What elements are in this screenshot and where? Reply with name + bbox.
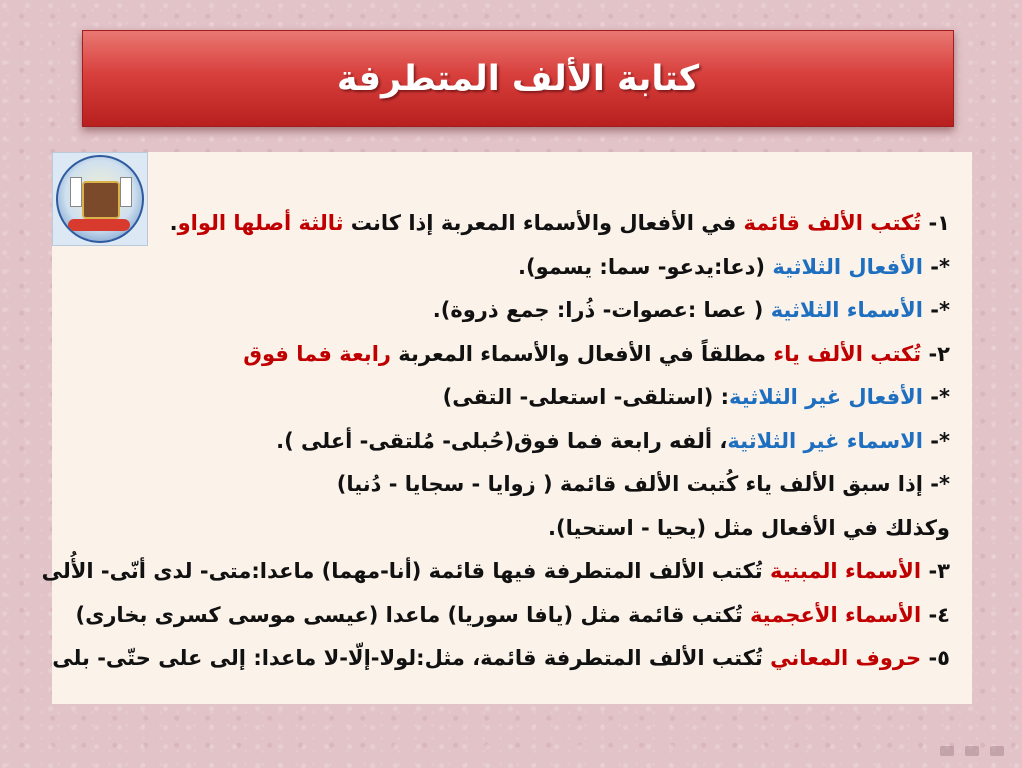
rule-text-segment: الأفعال غير الثلاثية [729, 385, 923, 409]
rule-text-segment: ، ألفه رابعة فما فوق(حُبلى- مُلتقى- أعلى ). [276, 428, 728, 453]
rule-text-segment: *- [922, 254, 950, 279]
rule-line [70, 333, 950, 377]
prev-slide-icon [940, 746, 954, 756]
rule-line [70, 246, 950, 290]
rule-text-segment: تُكتب الألف قائمة [743, 211, 922, 235]
slide-nav-icons [940, 744, 1004, 758]
rule-text-segment: في الأفعال والأسماء المعربة إذا كانت [343, 211, 744, 235]
title-banner [82, 30, 954, 127]
rule-line [52, 637, 950, 681]
menu-icon [965, 746, 979, 756]
rule-text-segment: (دعا:يدعو- سما: يسمو). [518, 254, 773, 279]
rule-line [70, 594, 950, 638]
rules-list [41, 202, 950, 681]
rule-text-segment: ٢- [921, 341, 950, 366]
next-slide-icon [990, 746, 1004, 756]
rule-text-segment: الأسماء الأعجمية [749, 602, 922, 627]
rule-text-segment: ( عصا :عصوات- ذُرا: جمع ذروة). [432, 298, 771, 322]
rule-line [70, 376, 950, 420]
rule-text-segment: ٤- [921, 602, 950, 627]
rule-line [70, 463, 950, 507]
rule-text-segment: تُكتب الألف المتطرفة فيها قائمة (أنا-مهما) ماعدا:متى- لدى أنّى- الأُلى [41, 559, 771, 583]
rule-line [41, 550, 950, 594]
rule-text-segment: تُكتب قائمة مثل (يافا سوريا) ماعدا (عيسى موسى كسرى بخارى) [75, 602, 750, 627]
rule-text-segment: تُكتب الألف المتطرفة قائمة، مثل:لولا-إلّا-لا ماعدا: إلى على حتّى- بلى [52, 646, 771, 670]
rule-text-segment: ٣- [921, 559, 950, 583]
rule-text-segment: *- إذا سبق الألف ياء كُتبت الألف قائمة ( زوايا - سجايا - دُنيا) [336, 472, 950, 496]
rule-text-segment: ٥- [921, 646, 950, 670]
rule-text-segment: . [169, 211, 178, 235]
rule-text-segment: رابعة فما فوق [243, 341, 391, 366]
rule-line [70, 289, 950, 333]
rule-text-segment: الأسماء المبنية [770, 559, 922, 583]
rule-line [70, 202, 950, 246]
content-panel [41, 152, 972, 704]
rule-text-segment: *- [922, 385, 950, 409]
rule-text-segment: تُكتب الألف ياء [773, 341, 922, 366]
rule-text-segment: : (استلقى- استعلى- التقى) [442, 385, 730, 409]
rule-text-segment: الأسماء الثلاثية [770, 298, 923, 322]
rule-line [70, 507, 950, 551]
rule-text-segment: *- [922, 428, 950, 453]
rule-text-segment: الاسماء غير الثلاثية [727, 428, 923, 453]
rule-text-segment: ١- [921, 211, 950, 235]
rule-text-segment: وكذلك في الأفعال مثل (يحيا - استحيا). [548, 515, 950, 540]
rule-text-segment: حروف المعاني [770, 646, 922, 670]
rule-text-segment: مطلقاً في الأفعال والأسماء المعربة [390, 341, 774, 366]
rule-text-segment: *- [922, 298, 950, 322]
rule-text-segment: ثالثة أصلها الواو [177, 211, 344, 235]
slide-title: كتابة الألف المتطرفة [336, 58, 700, 99]
rule-text-segment: الأفعال الثلاثية [772, 254, 923, 279]
rule-line [70, 420, 950, 464]
